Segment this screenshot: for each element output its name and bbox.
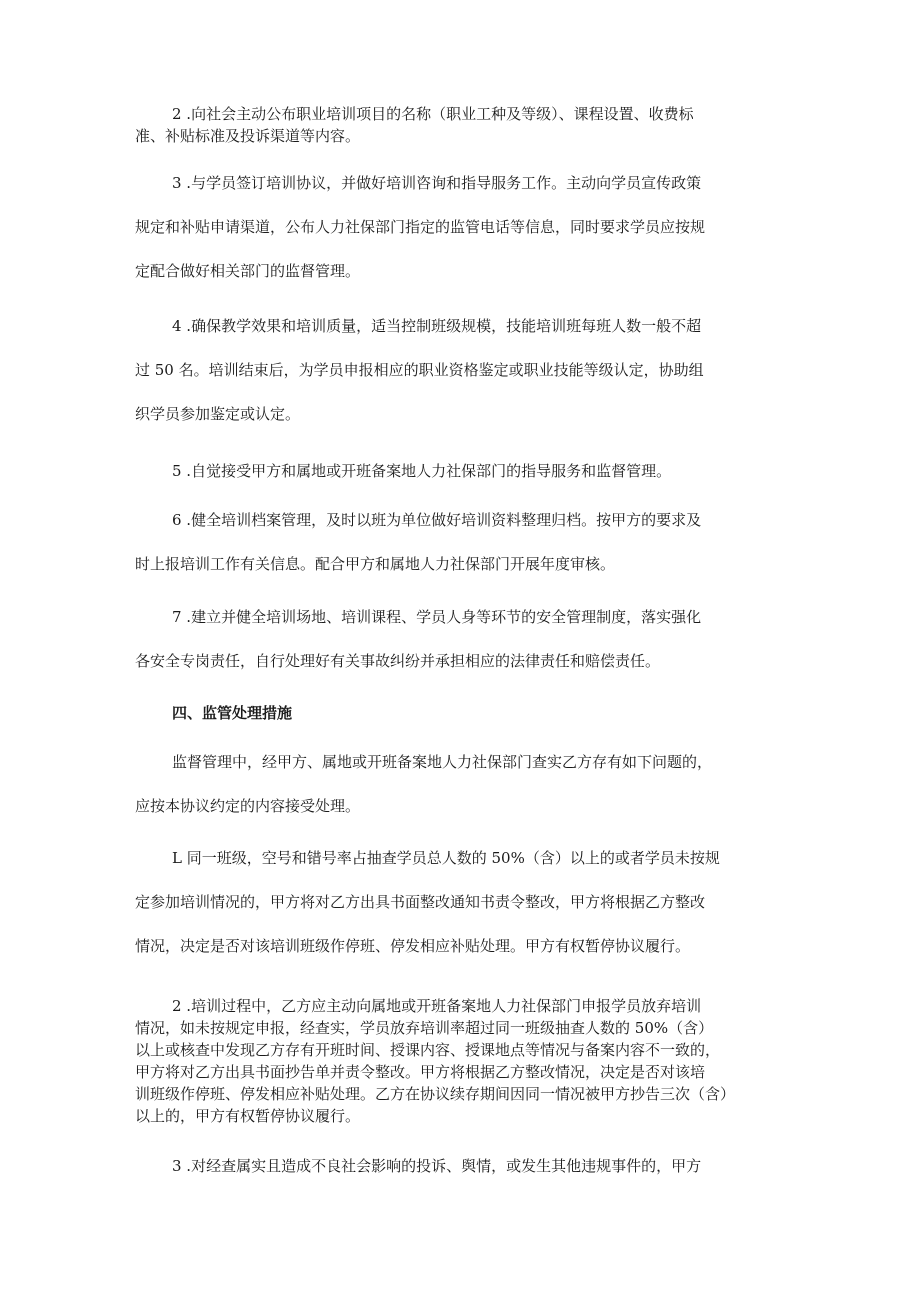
- text-line: 训班级作停班、停发相应补贴处理。乙方在协议续存期间因同一情况被甲方抄告三次（含）: [135, 1085, 736, 1103]
- paragraph-measure-1: [135, 847, 785, 957]
- text-line: 情况，如未按规定申报，经查实，学员放弃培训率超过同一班级抽查人数的 50%（含）: [135, 1019, 714, 1037]
- paragraph-item-4: [135, 315, 785, 425]
- text-line: 织学员参加鉴定或认定。: [135, 405, 301, 423]
- section-heading-text: 四、监管处理措施: [172, 705, 293, 722]
- text-line: 4 .确保教学效果和培训质量，适当控制班级规模，技能培训班每班人数一般不超: [172, 317, 702, 335]
- text-line: 各安全专岗责任，自行处理好有关事故纠纷并承担相应的法律责任和赔偿责任。: [135, 652, 661, 670]
- section-heading: [135, 703, 785, 725]
- text-line: 2 .培训过程中，乙方应主动向属地或开班备案地人力社保部门申报学员放弃培训: [172, 997, 702, 1015]
- text-line: 定参加培训情况的，甲方将对乙方出具书面整改通知书责令整改，甲方将根据乙方整改: [135, 893, 706, 911]
- paragraph-measure-2: [135, 995, 785, 1127]
- paragraph-intro: [135, 751, 785, 817]
- text-line: 应按本协议约定的内容接受处理。: [135, 797, 361, 815]
- text-line: 准、补贴标准及投诉渠道等内容。: [135, 127, 361, 145]
- paragraph-measure-3: [135, 1155, 785, 1177]
- text-line: L 同一班级，空号和错号率占抽查学员总人数的 50%（含）以上的或者学员未按规: [172, 849, 720, 867]
- text-line: 时上报培训工作有关信息。配合甲方和属地人力社保部门开展年度审核。: [135, 555, 616, 573]
- text-line: 以上或核查中发现乙方存有开班时间、授课内容、授课地点等情况与备案内容不一致的，: [135, 1041, 721, 1059]
- text-line: 过 50 名。培训结束后，为学员申报相应的职业资格鉴定或职业技能等级认定，协助组: [135, 361, 704, 379]
- text-line: 6 .健全培训档案管理，及时以班为单位做好培训资料整理归档。按甲方的要求及: [172, 511, 702, 529]
- paragraph-item-2-top: [135, 103, 785, 147]
- paragraph-item-7: [135, 606, 785, 672]
- text-line: 3 .与学员签订培训协议，并做好培训咨询和指导服务工作。主动向学员宣传政策: [172, 174, 702, 192]
- text-line: 情况，决定是否对该培训班级作停班、停发相应补贴处理。甲方有权暂停协议履行。: [135, 937, 691, 955]
- text-line: 定配合做好相关部门的监督管理。: [135, 262, 361, 280]
- paragraph-item-3: [135, 172, 785, 282]
- text-line: 7 .建立并健全培训场地、培训课程、学员人身等环节的安全管理制度，落实强化: [172, 608, 702, 626]
- text-line: 甲方将对乙方出具书面抄告单并责令整改。甲方将根据乙方整改情况，决定是否对该培: [135, 1063, 706, 1081]
- text-line: 规定和补贴申请渠道，公布人力社保部门指定的监管电话等信息，同时要求学员应按规: [135, 218, 706, 236]
- text-line: 以上的，甲方有权暂停协议履行。: [135, 1107, 361, 1125]
- text-line: 2 .向社会主动公布职业培训项目的名称（职业工种及等级）、课程设置、收费标: [172, 105, 694, 123]
- paragraph-item-6: [135, 509, 785, 575]
- text-line: 5 .自觉接受甲方和属地或开班备案地人力社保部门的指导服务和监督管理。: [172, 462, 672, 480]
- paragraph-item-5: [135, 460, 785, 482]
- text-line: 3 .对经查属实且造成不良社会影响的投诉、舆情，或发生其他违规事件的，甲方: [172, 1157, 702, 1175]
- text-line: 监督管理中，经甲方、属地或开班备案地人力社保部门查实乙方存有如下问题的，: [172, 753, 713, 771]
